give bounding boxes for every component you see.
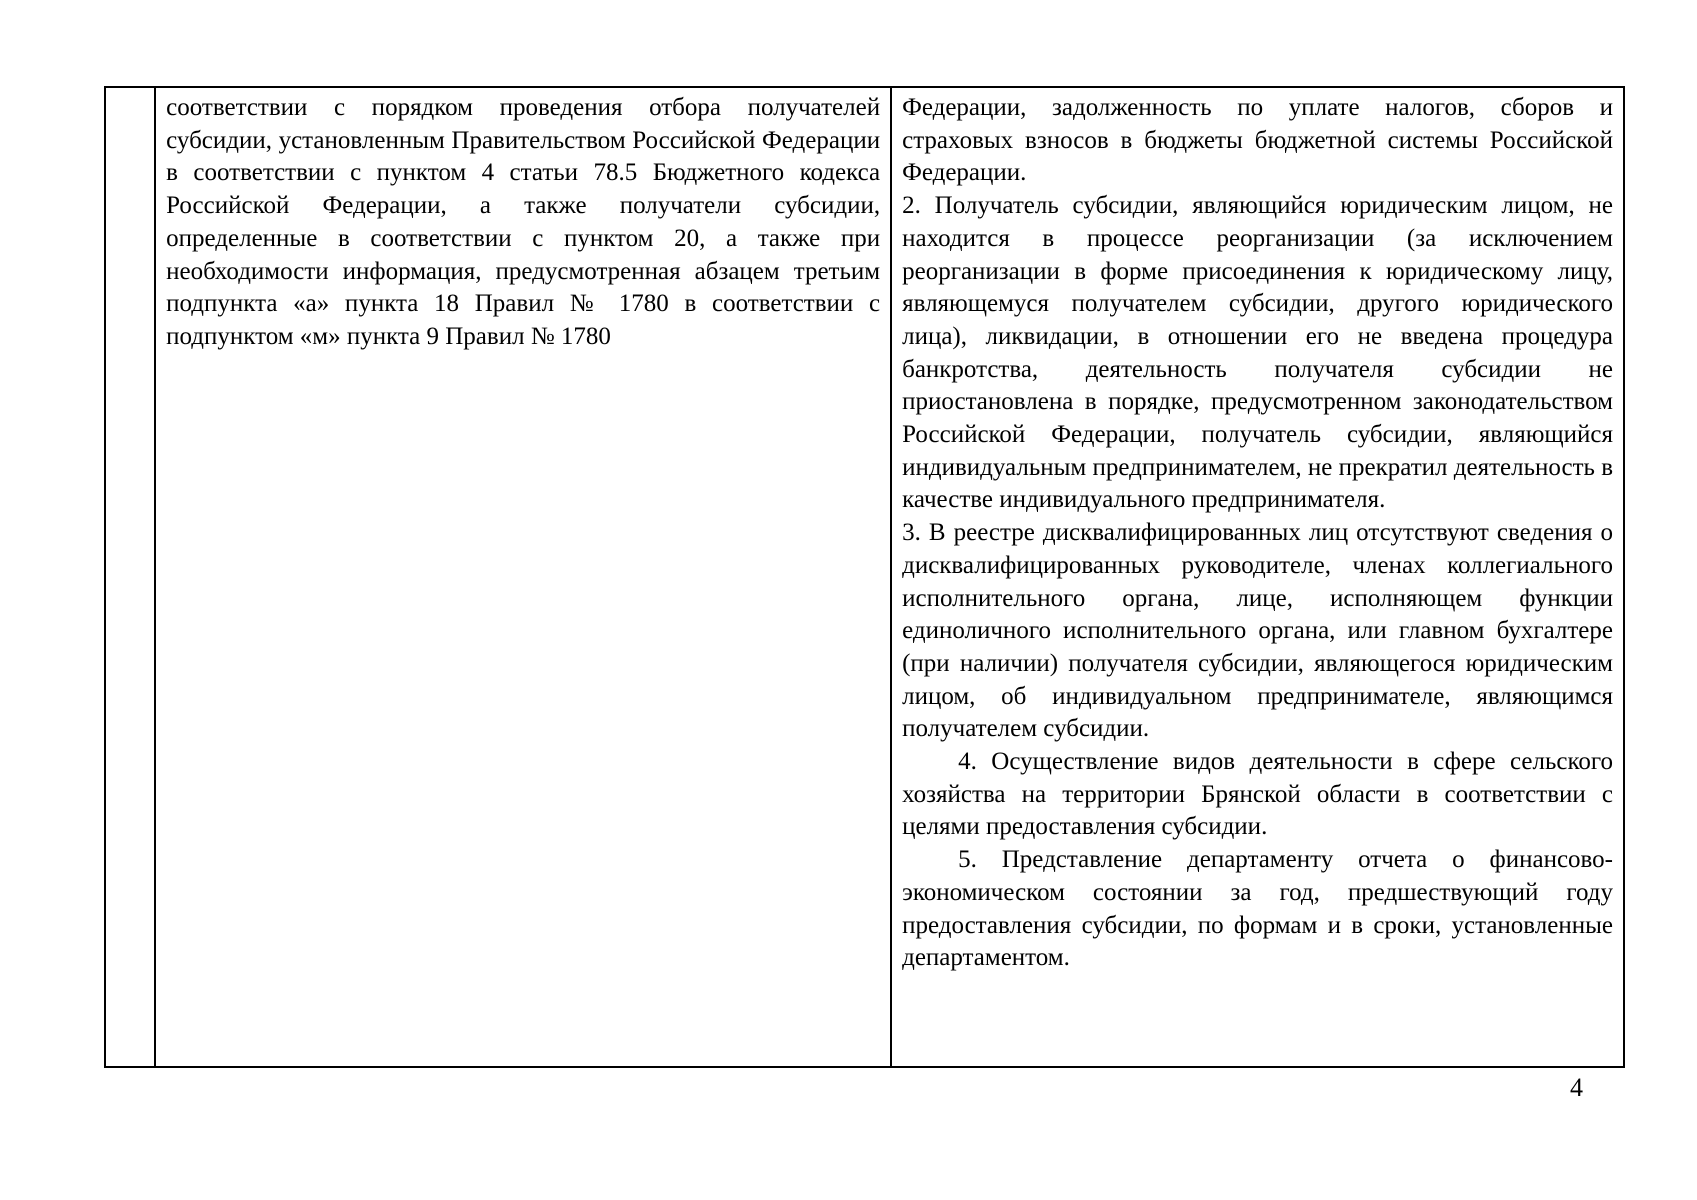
right-cell [891,87,1624,1067]
table-row [105,87,1624,1067]
left-cell [155,87,891,1067]
right-paragraph-4: 4. Осуществление видов деятельности в сфере сельского хозяйства на территории Брянской области в соответствии с целями предоставления субсидии. [902,748,1613,841]
number-cell [105,87,155,1067]
right-paragraph-2: 2. Получатель субсидии, являющийся юридическим лицом, не находится в процессе реорганизации (за исключением реорганизации в форме присоединения к юридическому лицу, являющемуся получателем субсидии, другого юридического лица), ликвидации, в отношении его не введена процедура банкротства, деятельность получателя субсидии не приостановлена в порядке, предусмотренном законодательством Российской Федерации, получатель субсидии, являющийся индивидуальным предпринимателем, не прекратил деятельность в качестве индивидуального предпринимателя. [902,192,1613,514]
page-number: 4 [1570,1073,1583,1102]
right-paragraph-1: Федерации, задолженность по уплате налогов, сборов и страховых взносов в бюджеты бюджетной системы Российской Федерации. [902,94,1613,187]
left-cell-text: соответствии с порядком проведения отбора получателей субсидии, установленным Правительством Российской Федерации в соответствии с пунктом 4 статьи 78.5 Бюджетного кодекса Российской Федерации, а также получатели субсидии, определенные в соответствии с пунктом 20, а также при необходимости информация, предусмотренная абзацем третьим подпункта «а» пункта 18 Правил № 1780 в соответствии с подпунктом «м» пункта 9 Правил № 1780 [166,94,881,350]
right-paragraph-3: 3. В реестре дисквалифицированных лиц отсутствуют сведения о дисквалифицированных руководителе, членах коллегиального исполнительного органа, лице, исполняющем функции единоличного исполнительного органа, или главном бухгалтере (при наличии) получателя субсидии, являющегося юридическим лицом, об индивидуальном предпринимателе, являющимся получателем субсидии. [902,519,1613,743]
document-table [104,86,1625,1068]
right-paragraph-5: 5. Представление департаменту отчета о финансово-экономическом состоянии за год, предшествующий году предоставления субсидии, по формам и в сроки, установленные департаментом. [902,846,1613,972]
